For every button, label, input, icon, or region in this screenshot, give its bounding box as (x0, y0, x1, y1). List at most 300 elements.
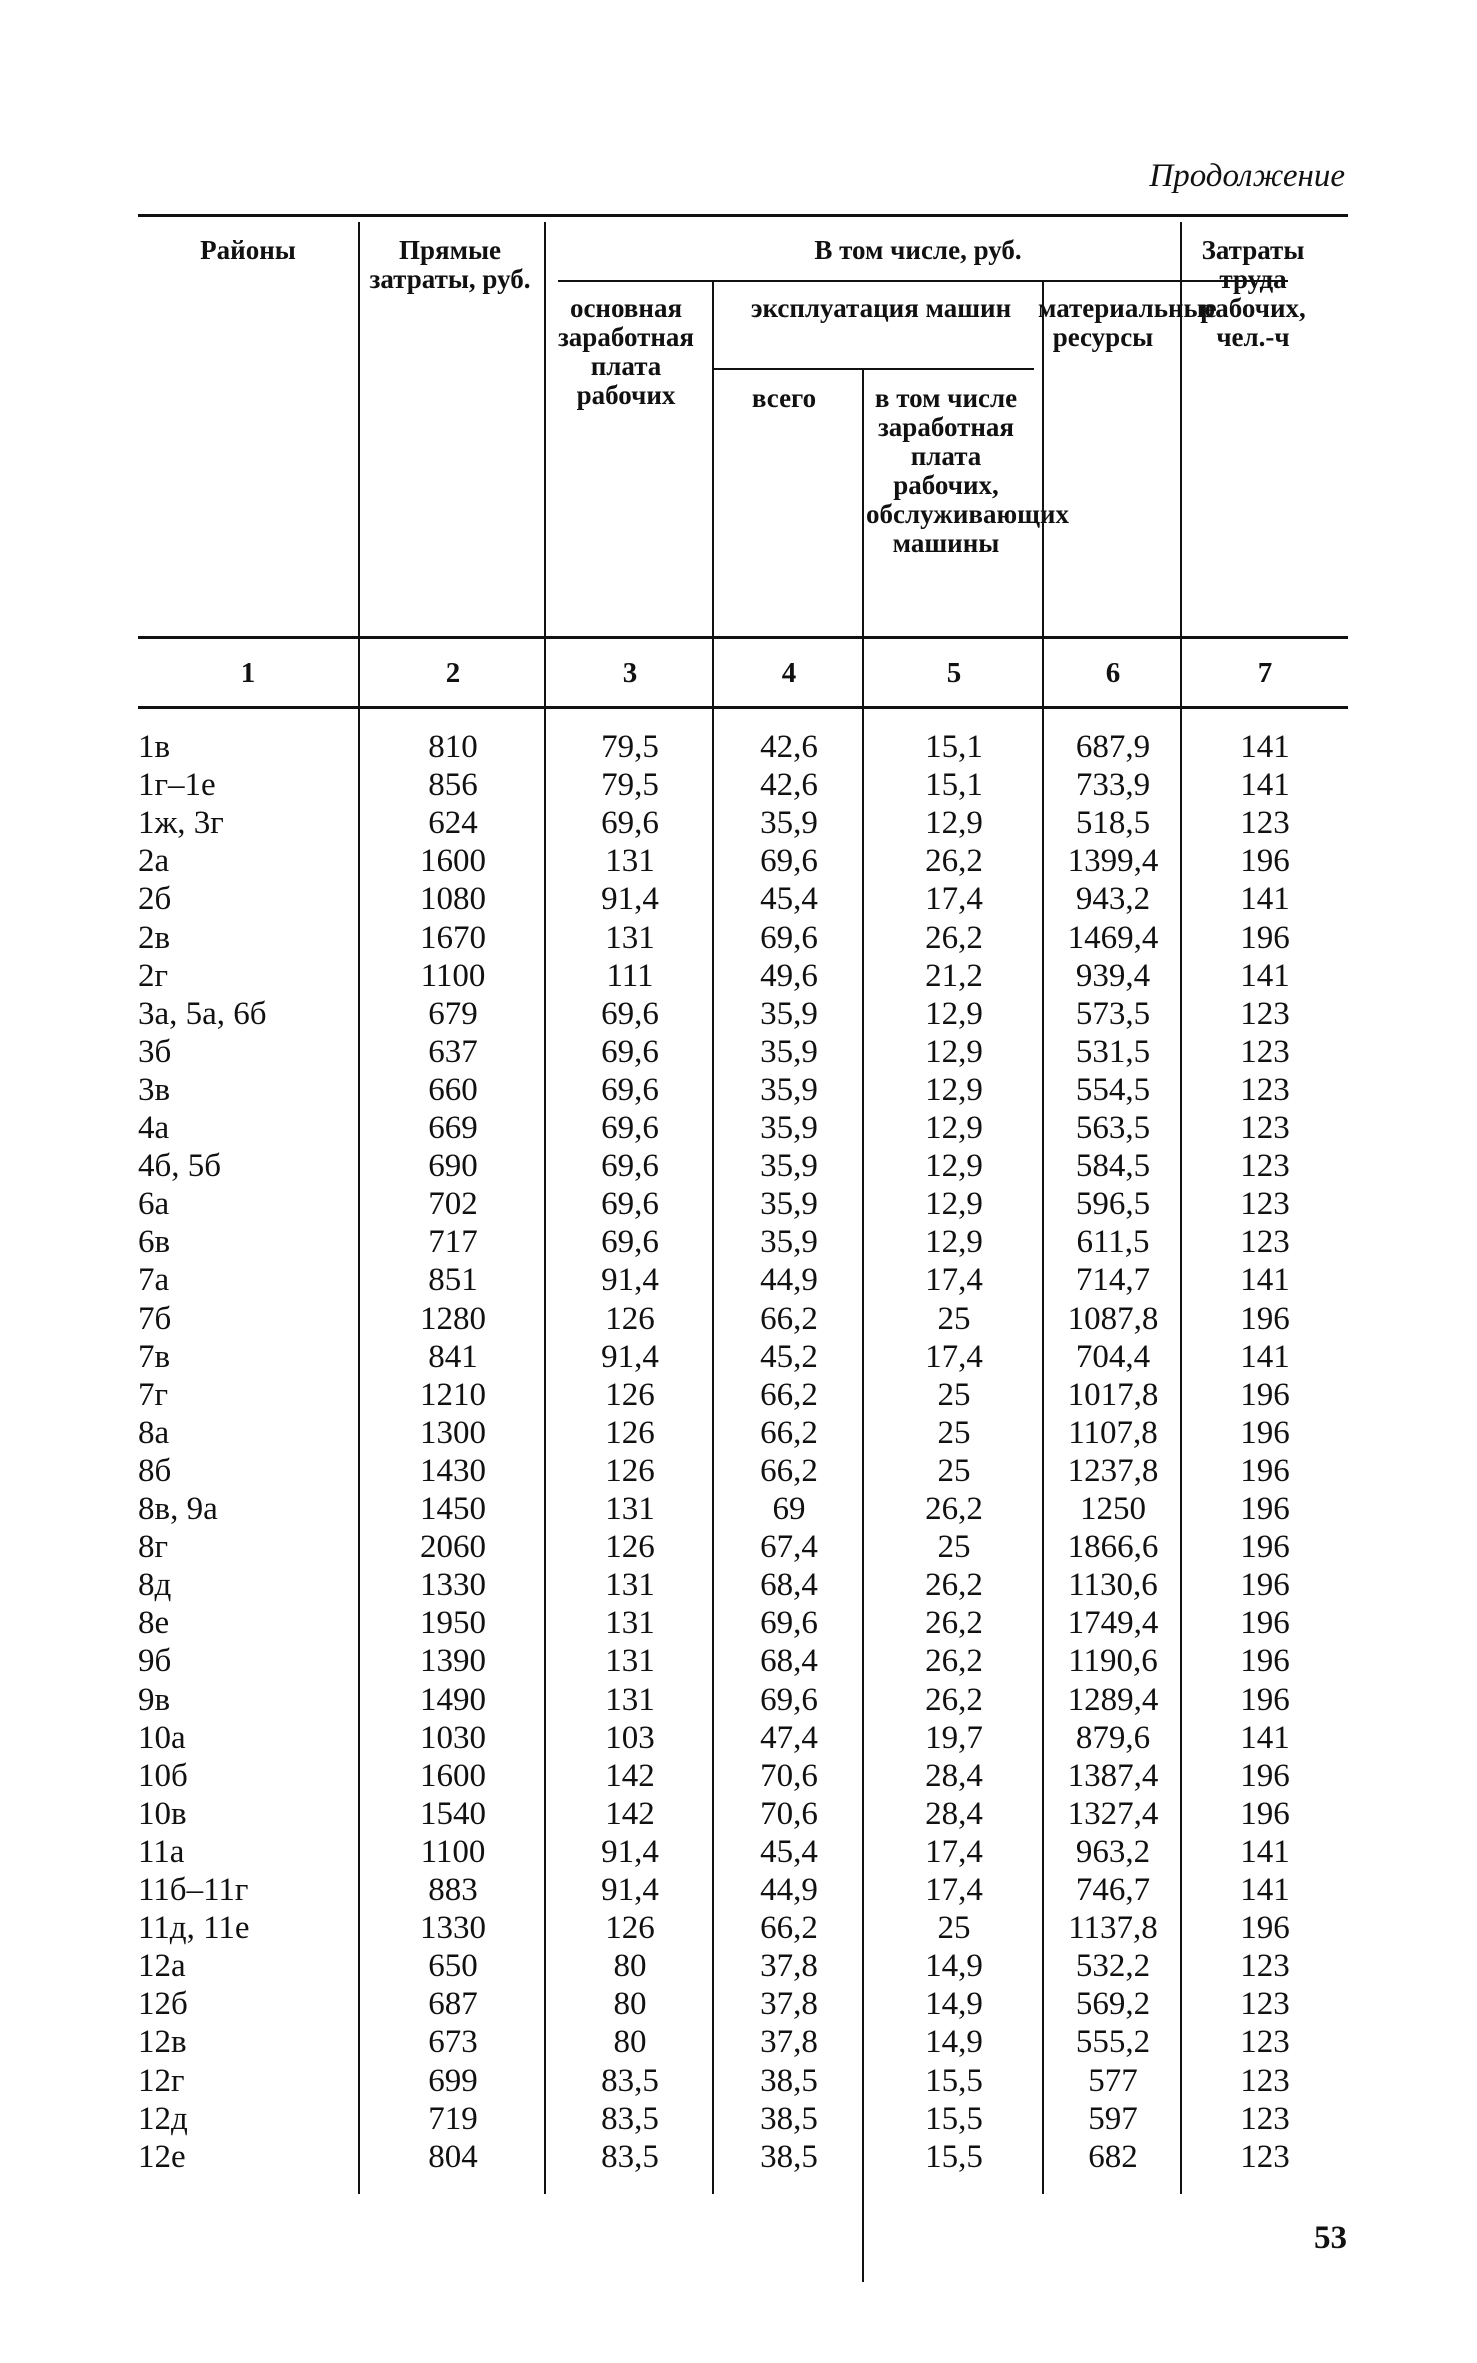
value-cell: 131 (605, 1681, 655, 1718)
value-cell: 624 (428, 805, 478, 842)
district-cell: 2г (138, 957, 169, 994)
value-cell: 196 (1240, 1605, 1290, 1642)
value-cell: 15,1 (925, 729, 983, 765)
value-cell: 196 (1240, 1643, 1290, 1680)
value-cell: 719 (428, 2100, 478, 2137)
district-cell: 10в (138, 1795, 187, 1832)
district-cell: 8в, 9а (138, 1491, 218, 1527)
value-cell: 518,5 (1075, 805, 1151, 842)
value-cell: 1130,6 (1068, 1567, 1158, 1604)
table-row (138, 804, 1348, 842)
value-cell: 669 (428, 1110, 478, 1146)
district-cell: 12а (138, 1948, 186, 1985)
value-cell: 25 (937, 1529, 971, 1566)
value-cell: 196 (1240, 1452, 1290, 1489)
table-row (138, 1300, 1348, 1338)
value-cell: 14,9 (925, 2024, 983, 2061)
value-cell: 141 (1240, 881, 1290, 918)
value-cell: 38,5 (760, 2138, 818, 2175)
district-cell: 8г (138, 1529, 169, 1566)
district-cell: 4а (138, 1110, 170, 1146)
value-cell: 196 (1240, 1910, 1290, 1947)
value-cell: 12,9 (925, 1110, 983, 1146)
table-row (138, 1223, 1348, 1261)
page-number: 53 (1314, 2220, 1347, 2256)
district-cell: 2б (138, 881, 172, 918)
column-number: 2 (445, 657, 461, 689)
value-cell: 35,9 (760, 1033, 818, 1070)
value-cell: 943,2 (1075, 881, 1151, 918)
value-cell: 91,4 (601, 881, 659, 918)
district-cell: 12б (138, 1986, 188, 2023)
value-cell: 37,8 (760, 1948, 818, 1985)
value-cell: 38,5 (760, 2062, 818, 2099)
value-cell: 69,6 (760, 1681, 818, 1718)
value-cell: 142 (605, 1757, 655, 1794)
table-row (138, 880, 1348, 918)
value-cell: 1450 (420, 1491, 486, 1527)
value-cell: 699 (428, 2062, 478, 2099)
value-cell: 563,5 (1075, 1110, 1151, 1146)
value-cell: 45,2 (760, 1338, 818, 1375)
table-row (138, 1681, 1348, 1719)
value-cell: 597 (1088, 2100, 1138, 2137)
value-cell: 1430 (420, 1452, 486, 1489)
value-cell: 141 (1240, 1262, 1290, 1299)
table-row (138, 1185, 1348, 1223)
value-cell: 111 (606, 957, 654, 994)
value-cell: 123 (1240, 2100, 1290, 2137)
value-cell: 531,5 (1075, 1033, 1151, 1070)
value-cell: 1250 (1080, 1491, 1146, 1527)
table-row (138, 2062, 1348, 2100)
header-labor: Затраты труда рабочих, чел.-ч (1200, 235, 1306, 352)
value-cell: 196 (1240, 1757, 1290, 1794)
value-cell: 650 (428, 1948, 478, 1985)
value-cell: 810 (428, 729, 478, 765)
value-cell: 1670 (420, 919, 486, 956)
value-cell: 44,9 (760, 1262, 818, 1299)
value-cell: 69,6 (601, 1071, 659, 1108)
district-cell: 6а (138, 1186, 170, 1223)
value-cell: 1190,6 (1068, 1643, 1158, 1680)
header-base-wage: основная заработная плата рабочих (557, 293, 695, 410)
value-cell: 1017,8 (1067, 1376, 1159, 1413)
value-cell: 123 (1240, 1148, 1290, 1185)
value-cell: 142 (605, 1795, 655, 1832)
value-cell: 45,4 (760, 1833, 818, 1870)
district-cell: 9в (138, 1681, 171, 1718)
value-cell: 28,4 (925, 1795, 983, 1832)
value-cell: 69,6 (601, 1110, 659, 1146)
value-cell: 12,9 (925, 1186, 983, 1223)
value-cell: 141 (1240, 1719, 1290, 1756)
table-row (138, 995, 1348, 1033)
value-cell: 17,4 (925, 881, 983, 918)
value-cell: 939,4 (1075, 957, 1151, 994)
table-top-rule (138, 214, 1348, 217)
value-cell: 196 (1240, 1376, 1290, 1413)
district-cell: 8е (138, 1605, 170, 1642)
table-row (138, 1376, 1348, 1414)
value-cell: 80 (613, 1986, 647, 2023)
header-total: всего (751, 383, 817, 413)
value-cell: 555,2 (1075, 2024, 1151, 2061)
table-row (138, 1490, 1348, 1528)
value-cell: 25 (937, 1376, 971, 1413)
column-number: 6 (1105, 657, 1121, 689)
value-cell: 704,4 (1075, 1338, 1151, 1375)
value-cell: 17,4 (925, 1872, 983, 1908)
value-cell: 12,9 (925, 1224, 983, 1261)
value-cell: 714,7 (1075, 1262, 1151, 1299)
header-machine-operation: эксплуатация машин (750, 293, 1012, 323)
value-cell: 1100 (420, 957, 486, 994)
value-cell: 42,6 (760, 729, 818, 765)
value-cell: 569,2 (1075, 1986, 1151, 2023)
value-cell: 69,6 (760, 919, 818, 956)
value-cell: 1330 (420, 1567, 486, 1604)
value-cell: 26,2 (925, 1681, 983, 1718)
value-cell: 123 (1240, 805, 1290, 842)
value-cell: 15,1 (925, 767, 983, 804)
continuation-label: Продолжение (1149, 158, 1345, 194)
district-cell: 11б–11г (138, 1872, 249, 1908)
table-row (138, 728, 1348, 766)
district-cell: 7б (138, 1300, 172, 1337)
table-row (138, 1147, 1348, 1185)
table-row (138, 2023, 1348, 2061)
value-cell: 15,5 (925, 2100, 983, 2137)
value-cell: 83,5 (601, 2138, 659, 2175)
value-cell: 141 (1240, 1833, 1290, 1870)
value-cell: 1280 (420, 1300, 486, 1337)
district-cell: 12д (138, 2100, 188, 2137)
value-cell: 126 (605, 1910, 655, 1947)
table-row (138, 2138, 1348, 2176)
value-cell: 49,6 (760, 957, 818, 994)
district-cell: 6в (138, 1224, 171, 1261)
value-cell: 131 (605, 1605, 655, 1642)
value-cell: 1237,8 (1067, 1452, 1159, 1489)
value-cell: 1600 (420, 1757, 486, 1794)
header-rule-including (558, 280, 1288, 282)
value-cell: 35,9 (760, 1110, 818, 1146)
column-numbers-row (138, 654, 1348, 692)
value-cell: 68,4 (760, 1567, 818, 1604)
district-cell: 9б (138, 1643, 172, 1680)
value-cell: 25 (937, 1910, 971, 1947)
value-cell: 879,6 (1075, 1719, 1151, 1756)
table-row (138, 1757, 1348, 1795)
value-cell: 1600 (420, 843, 486, 880)
district-cell: 3б (138, 1033, 172, 1070)
value-cell: 66,2 (760, 1452, 818, 1489)
value-cell: 91,4 (601, 1833, 659, 1870)
value-cell: 123 (1240, 1986, 1290, 2023)
value-cell: 141 (1240, 767, 1290, 804)
value-cell: 67,4 (760, 1529, 818, 1566)
district-cell: 10б (138, 1757, 188, 1794)
value-cell: 141 (1240, 1872, 1290, 1908)
table-row (138, 1452, 1348, 1490)
value-cell: 69,6 (601, 1033, 659, 1070)
value-cell: 91,4 (601, 1338, 659, 1375)
header-machine-wage: в том числе заработная плата рабочих, обслуживающих машины (866, 383, 1069, 558)
table-row (138, 1071, 1348, 1109)
value-cell: 1210 (420, 1376, 486, 1413)
value-cell: 69,6 (760, 1605, 818, 1642)
district-cell: 12е (138, 2138, 186, 2175)
value-cell: 15,5 (925, 2062, 983, 2099)
header-bottom-rule (138, 636, 1348, 639)
value-cell: 126 (605, 1414, 655, 1451)
value-cell: 196 (1240, 1681, 1290, 1718)
district-cell: 12г (138, 2062, 185, 2099)
value-cell: 141 (1240, 957, 1290, 994)
table-row (138, 1985, 1348, 2023)
value-cell: 66,2 (760, 1300, 818, 1337)
value-cell: 123 (1240, 995, 1290, 1032)
value-cell: 196 (1240, 919, 1290, 956)
column-number: 4 (781, 657, 797, 689)
value-cell: 14,9 (925, 1948, 983, 1985)
value-cell: 38,5 (760, 2100, 818, 2137)
value-cell: 17,4 (925, 1833, 983, 1870)
district-cell: 11а (138, 1833, 185, 1870)
column-number: 5 (946, 657, 962, 689)
value-cell: 28,4 (925, 1757, 983, 1794)
value-cell: 131 (605, 919, 655, 956)
column-number: 7 (1257, 657, 1273, 689)
value-cell: 611,5 (1076, 1224, 1150, 1261)
table-row (138, 2100, 1348, 2138)
value-cell: 83,5 (601, 2062, 659, 2099)
value-cell: 687,9 (1075, 729, 1151, 765)
value-cell: 35,9 (760, 1071, 818, 1108)
value-cell: 25 (937, 1452, 971, 1489)
value-cell: 26,2 (925, 919, 983, 956)
value-cell: 1300 (420, 1414, 486, 1451)
value-cell: 66,2 (760, 1376, 818, 1413)
table-row (138, 1871, 1348, 1909)
value-cell: 1387,4 (1067, 1757, 1159, 1794)
value-cell: 15,5 (925, 2138, 983, 2175)
value-cell: 26,2 (925, 1643, 983, 1680)
column-number: 3 (622, 657, 638, 689)
value-cell: 26,2 (925, 1491, 983, 1527)
value-cell: 717 (428, 1224, 478, 1261)
value-cell: 804 (428, 2138, 478, 2175)
value-cell: 35,9 (760, 1148, 818, 1185)
value-cell: 963,2 (1075, 1833, 1151, 1870)
value-cell: 12,9 (925, 1148, 983, 1185)
header-direct-costs: Прямые затраты, руб. (369, 235, 531, 294)
value-cell: 35,9 (760, 805, 818, 842)
header-rule-machines (714, 368, 1034, 370)
value-cell: 26,2 (925, 1567, 983, 1604)
value-cell: 69,6 (601, 805, 659, 842)
value-cell: 856 (428, 767, 478, 804)
district-cell: 7а (138, 1262, 170, 1299)
table-row (138, 1566, 1348, 1604)
value-cell: 1749,4 (1067, 1605, 1159, 1642)
value-cell: 69 (772, 1491, 806, 1527)
value-cell: 196 (1240, 1529, 1290, 1566)
value-cell: 637 (428, 1033, 478, 1070)
table-row (138, 1261, 1348, 1299)
district-cell: 2в (138, 919, 171, 956)
value-cell: 687 (428, 1986, 478, 2023)
value-cell: 1087,8 (1067, 1300, 1159, 1337)
district-cell: 1ж, 3г (138, 805, 224, 842)
value-cell: 91,4 (601, 1262, 659, 1299)
district-cell: 1в (138, 729, 171, 765)
value-cell: 69,6 (601, 1148, 659, 1185)
value-cell: 21,2 (925, 957, 983, 994)
value-cell: 141 (1240, 729, 1290, 765)
value-cell: 1490 (420, 1681, 486, 1718)
value-cell: 126 (605, 1376, 655, 1413)
value-cell: 1080 (420, 881, 486, 918)
value-cell: 37,8 (760, 2024, 818, 2061)
value-cell: 126 (605, 1452, 655, 1489)
value-cell: 660 (428, 1071, 478, 1108)
district-cell: 8д (138, 1567, 172, 1604)
column-number: 1 (240, 657, 256, 689)
value-cell: 532,2 (1075, 1948, 1151, 1985)
value-cell: 123 (1240, 1224, 1290, 1261)
district-cell: 1г–1е (138, 767, 216, 804)
value-cell: 123 (1240, 1033, 1290, 1070)
value-cell: 123 (1240, 1110, 1290, 1146)
value-cell: 66,2 (760, 1910, 818, 1947)
value-cell: 69,6 (760, 843, 818, 880)
value-cell: 123 (1240, 2024, 1290, 2061)
value-cell: 35,9 (760, 1224, 818, 1261)
table-row (138, 1528, 1348, 1566)
value-cell: 44,9 (760, 1872, 818, 1908)
value-cell: 123 (1240, 2138, 1290, 2175)
value-cell: 131 (605, 1491, 655, 1527)
value-cell: 1399,4 (1067, 843, 1159, 880)
district-cell: 12в (138, 2024, 187, 2061)
value-cell: 70,6 (760, 1757, 818, 1794)
value-cell: 1030 (420, 1719, 486, 1756)
value-cell: 702 (428, 1186, 478, 1223)
value-cell: 126 (605, 1529, 655, 1566)
value-cell: 883 (428, 1872, 478, 1908)
table-row (138, 766, 1348, 804)
value-cell: 673 (428, 2024, 478, 2061)
table-row (138, 957, 1348, 995)
header-including: В том числе, руб. (814, 235, 1022, 265)
value-cell: 42,6 (760, 767, 818, 804)
value-cell: 141 (1240, 1338, 1290, 1375)
value-cell: 1100 (420, 1833, 486, 1870)
value-cell: 1866,6 (1067, 1529, 1159, 1566)
value-cell: 577 (1088, 2062, 1138, 2099)
value-cell: 131 (605, 1643, 655, 1680)
value-cell: 682 (1088, 2138, 1138, 2175)
district-cell: 2а (138, 843, 170, 880)
value-cell: 1540 (420, 1795, 486, 1832)
header-materials: материальные ресурсы (1038, 293, 1217, 352)
value-cell: 1390 (420, 1643, 486, 1680)
value-cell: 79,5 (601, 767, 659, 804)
value-cell: 1289,4 (1067, 1681, 1159, 1718)
value-cell: 69,6 (601, 995, 659, 1032)
value-cell: 37,8 (760, 1986, 818, 2023)
value-cell: 123 (1240, 1071, 1290, 1108)
value-cell: 68,4 (760, 1643, 818, 1680)
value-cell: 12,9 (925, 805, 983, 842)
district-cell: 11д, 11е (138, 1910, 250, 1947)
header-districts: Районы (200, 235, 296, 265)
value-cell: 196 (1240, 1491, 1290, 1527)
value-cell: 123 (1240, 1948, 1290, 1985)
value-cell: 103 (605, 1719, 655, 1756)
value-cell: 66,2 (760, 1414, 818, 1451)
district-cell: 4б, 5б (138, 1148, 222, 1185)
value-cell: 25 (937, 1414, 971, 1451)
table-row (138, 1909, 1348, 1947)
value-cell: 47,4 (760, 1719, 818, 1756)
value-cell: 35,9 (760, 1186, 818, 1223)
numbers-bottom-rule (138, 706, 1348, 709)
value-cell: 35,9 (760, 995, 818, 1032)
value-cell: 17,4 (925, 1262, 983, 1299)
value-cell: 196 (1240, 1567, 1290, 1604)
value-cell: 69,6 (601, 1186, 659, 1223)
value-cell: 12,9 (925, 1071, 983, 1108)
value-cell: 26,2 (925, 843, 983, 880)
value-cell: 14,9 (925, 1986, 983, 2023)
table-row (138, 1795, 1348, 1833)
table-row (138, 1833, 1348, 1871)
value-cell: 131 (605, 843, 655, 880)
value-cell: 573,5 (1075, 995, 1151, 1032)
table-row (138, 1719, 1348, 1757)
district-cell: 10а (138, 1719, 186, 1756)
table-row (138, 1604, 1348, 1642)
value-cell: 596,5 (1075, 1186, 1151, 1223)
value-cell: 1950 (420, 1605, 486, 1642)
value-cell: 12,9 (925, 1033, 983, 1070)
value-cell: 79,5 (601, 729, 659, 765)
table-row (138, 1642, 1348, 1680)
value-cell: 45,4 (760, 881, 818, 918)
value-cell: 746,7 (1075, 1872, 1151, 1908)
district-cell: 8а (138, 1414, 170, 1451)
value-cell: 841 (428, 1338, 478, 1375)
value-cell: 196 (1240, 1414, 1290, 1451)
value-cell: 1327,4 (1067, 1795, 1159, 1832)
district-cell: 8б (138, 1452, 172, 1489)
value-cell: 70,6 (760, 1795, 818, 1832)
value-cell: 2060 (420, 1529, 486, 1566)
value-cell: 12,9 (925, 995, 983, 1032)
value-cell: 126 (605, 1300, 655, 1337)
value-cell: 196 (1240, 843, 1290, 880)
value-cell: 690 (428, 1148, 478, 1185)
district-cell: 7г (138, 1376, 169, 1413)
table-row (138, 919, 1348, 957)
value-cell: 554,5 (1075, 1071, 1151, 1108)
value-cell: 17,4 (925, 1338, 983, 1375)
value-cell: 83,5 (601, 2100, 659, 2137)
value-cell: 1137,8 (1068, 1910, 1158, 1947)
